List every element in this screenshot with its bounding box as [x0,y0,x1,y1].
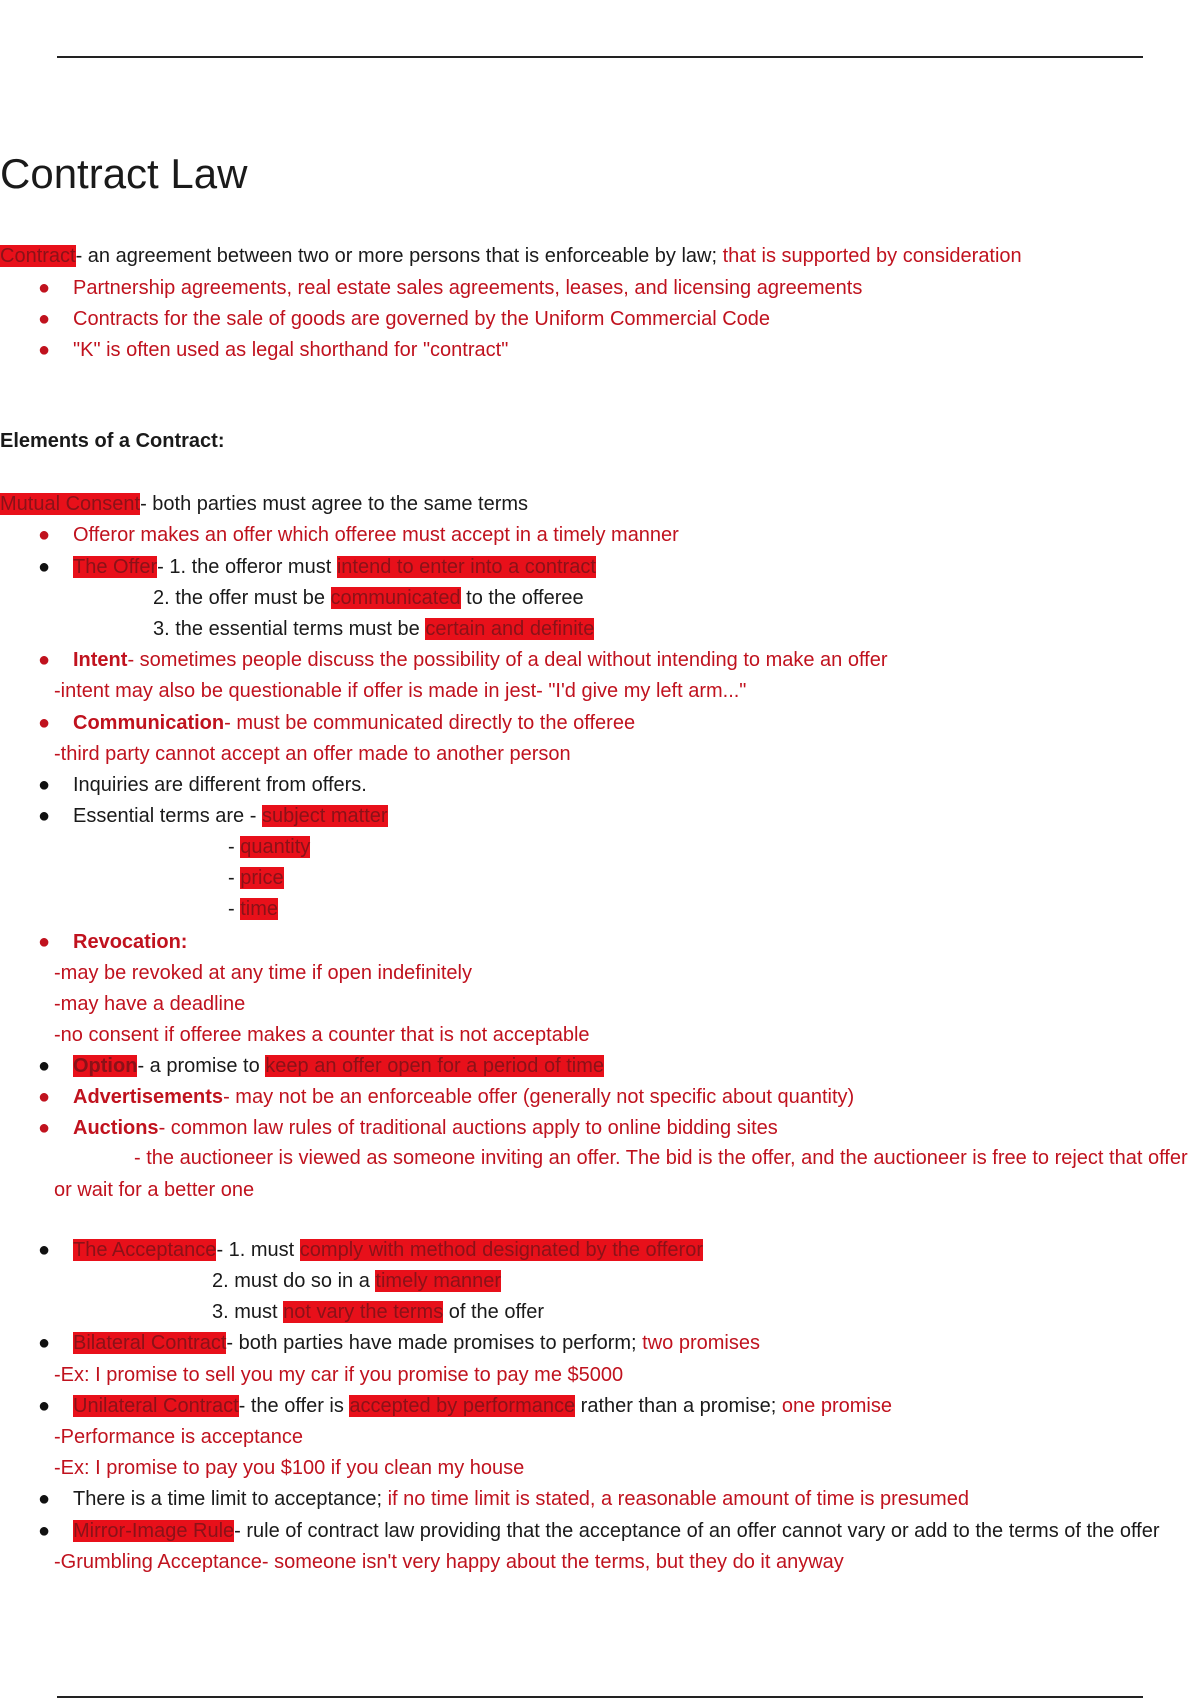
communication-line: Communication- must be communicated directly to the offeree [73,712,636,734]
communication-sub: -third party cannot accept an offer made to another person [54,743,571,765]
bullet-icon: ● [38,308,51,330]
unilateral-sub: -Ex: I promise to pay you $100 if you clean my house [54,1457,525,1479]
bullet-icon: ● [38,1395,51,1417]
revocation-sub: -may have a deadline [54,993,246,1015]
mirror-image-line: Mirror-Image Rule- rule of contract law providing that the acceptance of an offer cannot vary or add to the terms of the offer [73,1520,1160,1542]
bullet-icon: ● [38,774,51,796]
bullet-icon: ● [38,556,51,578]
bullet-icon: ● [38,805,51,827]
bullet-icon: ● [38,339,51,361]
list-item: Contracts for the sale of goods are governed by the Uniform Commercial Code [73,308,771,330]
intent-sub: -intent may also be questionable if offer is made in jest- "I'd give my left arm..." [54,680,747,702]
acceptance-line-1: The Acceptance- 1. must comply with method designated by the offeror [73,1239,703,1261]
list-item: Inquiries are different from offers. [73,774,367,796]
bullet-icon: ● [38,1086,51,1108]
contract-term: Contract [0,245,76,267]
essential-term-item: - quantity [228,836,311,858]
revocation-sub: -may be revoked at any time if open indefinitely [54,962,472,984]
essential-term-item: - time [228,898,279,920]
list-item: Offeror makes an offer which offeree must accept in a timely manner [73,524,679,546]
bullet-icon: ● [38,712,51,734]
header-rule [57,56,1143,58]
bullet-icon: ● [38,1117,51,1139]
offer-line-1: The Offer- 1. the offeror must intend to enter into a contract [73,556,596,578]
footer-rule [57,1696,1143,1698]
auctions-line: Auctions- common law rules of traditional auctions apply to online bidding sites [73,1117,778,1139]
unilateral-line: Unilateral Contract- the offer is accepted by performance rather than a promise; one promise [73,1395,892,1417]
timelimit-line: There is a time limit to acceptance; if no time limit is stated, a reasonable amount of time is presumed [73,1488,969,1510]
advertisements-line: Advertisements- may not be an enforceable offer (generally not specific about quantity) [73,1086,855,1108]
bullet-icon: ● [38,1520,51,1542]
section-heading: Elements of a Contract: [0,430,225,452]
auctions-sub-cont: or wait for a better one [54,1179,255,1201]
acceptance-line-2: 2. must do so in a timely manner [212,1270,502,1292]
page-title: Contract Law [0,150,248,197]
unilateral-sub: -Performance is acceptance [54,1426,304,1448]
bullet-icon: ● [38,277,51,299]
essential-terms-line: Essential terms are - subject matter [73,805,388,827]
list-item: Partnership agreements, real estate sales agreements, leases, and licensing agreements [73,277,863,299]
revocation-sub: -no consent if offeree makes a counter that is not acceptable [54,1024,590,1046]
bullet-icon: ● [38,1488,51,1510]
list-item: "K" is often used as legal shorthand for "contract" [73,339,509,361]
bullet-icon: ● [38,1055,51,1077]
mutual-consent-line: Mutual Consent- both parties must agree to the same terms [0,493,529,515]
auctions-sub: - the auctioneer is viewed as someone inviting an offer. The bid is the offer, and the auctioneer is free to reject that offer [134,1147,1188,1169]
mirror-image-sub: -Grumbling Acceptance- someone isn't very happy about the terms, but they do it anyway [54,1551,844,1573]
offer-line-2: 2. the offer must be communicated to the offeree [153,587,584,609]
bullet-icon: ● [38,649,51,671]
bullet-icon: ● [38,931,51,953]
bullet-icon: ● [38,1239,51,1261]
bullet-icon: ● [38,524,51,546]
revocation-heading: Revocation: [73,931,188,953]
acceptance-line-3: 3. must not vary the terms of the offer [212,1301,545,1323]
offer-line-3: 3. the essential terms must be certain and definite [153,618,595,640]
bilateral-line: Bilateral Contract- both parties have made promises to perform; two promises [73,1332,760,1354]
bullet-icon: ● [38,1332,51,1354]
intent-line: Intent- sometimes people discuss the possibility of a deal without intending to make an offer [73,649,888,671]
bilateral-sub: -Ex: I promise to sell you my car if you promise to pay me $5000 [54,1364,624,1386]
contract-definition: Contract- an agreement between two or more persons that is enforceable by law; that is supported by consideration [0,245,1022,267]
essential-term-item: - price [228,867,284,889]
option-line: Option- a promise to keep an offer open for a period of time [73,1055,605,1077]
